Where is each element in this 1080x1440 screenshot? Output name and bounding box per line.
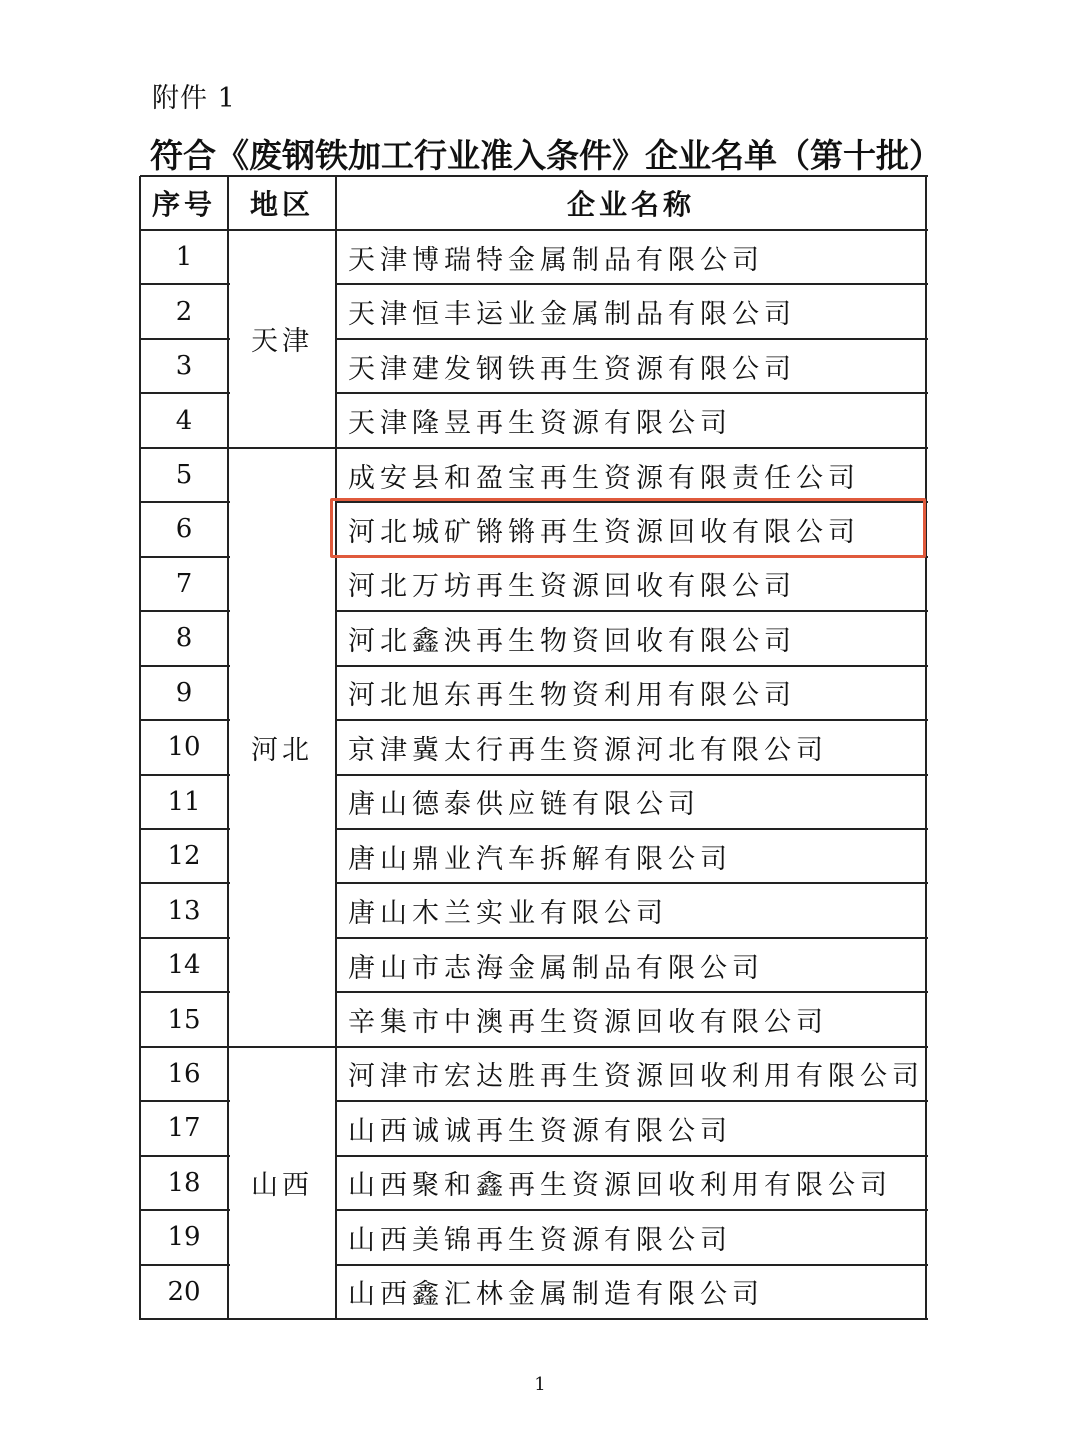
row-number: 9 [175, 677, 193, 708]
grid-line [140, 1155, 230, 1157]
company-name: 山西鑫汇林金属制造有限公司 [348, 1279, 764, 1311]
grid-line [336, 392, 928, 394]
row-number: 12 [167, 841, 201, 872]
grid-line [336, 1100, 928, 1102]
row-number: 8 [175, 623, 193, 654]
grid-line [140, 556, 230, 558]
grid-line [925, 176, 927, 1320]
company-name: 河津市宏达胜再生资源回收利用有限公司 [348, 1061, 924, 1093]
row-number: 1 [175, 242, 193, 273]
row-number: 4 [175, 405, 193, 436]
attachment-label: 附件 1 [152, 83, 236, 114]
grid-line [140, 774, 230, 776]
company-name: 河北鑫泱再生物资回收有限公司 [348, 625, 796, 657]
grid-line [336, 991, 928, 993]
header-company-name: 企业名称 [566, 188, 695, 221]
grid-line [227, 176, 229, 1320]
grid-line [140, 882, 230, 884]
company-name: 唐山木兰实业有限公司 [348, 898, 668, 930]
page-title: 符合《废钢铁加工行业准入条件》企业名单（第十批） [150, 136, 942, 175]
company-name: 天津隆昱再生资源有限公司 [348, 408, 732, 440]
grid-line [140, 610, 230, 612]
grid-line [140, 937, 230, 939]
grid-line [335, 176, 337, 1320]
grid-line [140, 283, 230, 285]
grid-line [336, 937, 928, 939]
company-name: 唐山鼎业汽车拆解有限公司 [348, 843, 732, 875]
grid-line [140, 1318, 928, 1320]
row-number: 3 [175, 351, 193, 382]
grid-line [336, 1209, 928, 1211]
company-name: 天津建发钢铁再生资源有限公司 [348, 353, 796, 385]
region-cell: 山西 [251, 1170, 313, 1202]
company-name: 辛集市中澳再生资源回收有限公司 [348, 1007, 828, 1039]
grid-line [140, 1209, 230, 1211]
highlight-box [330, 498, 926, 558]
header-serial: 序号 [151, 188, 216, 221]
row-number: 14 [167, 950, 201, 981]
page-number: 1 [534, 1374, 546, 1395]
row-number: 10 [167, 732, 201, 763]
company-name: 天津恒丰运业金属制品有限公司 [348, 299, 796, 331]
grid-line [336, 1264, 928, 1266]
grid-line [336, 774, 928, 776]
company-name: 山西美锦再生资源有限公司 [348, 1224, 732, 1256]
company-name-highlighted: 河北城矿锵锵再生资源回收有限公司 [348, 516, 860, 548]
company-name: 京津冀太行再生资源河北有限公司 [348, 734, 828, 766]
grid-line [140, 447, 928, 449]
company-name: 成安县和盈宝再生资源有限责任公司 [348, 462, 860, 494]
grid-line [140, 828, 230, 830]
grid-line [140, 1046, 928, 1048]
row-number: 15 [167, 1004, 201, 1035]
row-number: 17 [167, 1113, 201, 1144]
grid-line [140, 338, 230, 340]
company-name: 唐山德泰供应链有限公司 [348, 789, 700, 821]
row-number: 16 [167, 1058, 201, 1089]
grid-line [336, 719, 928, 721]
grid-line [336, 338, 928, 340]
row-number: 20 [167, 1276, 201, 1307]
header-region: 地区 [249, 188, 314, 221]
row-number: 6 [175, 514, 193, 545]
company-name: 河北旭东再生物资利用有限公司 [348, 680, 796, 712]
grid-line [140, 1264, 230, 1266]
grid-line [140, 392, 230, 394]
grid-line [139, 176, 141, 1320]
grid-line [140, 175, 928, 177]
grid-line [140, 719, 230, 721]
company-name: 山西聚和鑫再生资源回收利用有限公司 [348, 1170, 892, 1202]
grid-line [140, 1100, 230, 1102]
grid-line [140, 991, 230, 993]
grid-line [336, 828, 928, 830]
row-number: 13 [167, 895, 201, 926]
row-number: 11 [167, 786, 201, 817]
company-name: 河北万坊再生资源回收有限公司 [348, 571, 796, 603]
grid-line [336, 283, 928, 285]
grid-line [140, 501, 230, 503]
company-name: 天津博瑞特金属制品有限公司 [348, 244, 764, 276]
row-number: 2 [175, 296, 193, 327]
row-number: 19 [167, 1222, 201, 1253]
row-number: 5 [175, 460, 193, 491]
grid-line [140, 229, 928, 231]
grid-line [336, 882, 928, 884]
grid-line [140, 665, 230, 667]
region-cell: 河北 [251, 734, 313, 766]
grid-line [336, 665, 928, 667]
grid-line [336, 1155, 928, 1157]
grid-line [336, 610, 928, 612]
company-name: 山西诚诚再生资源有限公司 [348, 1115, 732, 1147]
row-number: 18 [167, 1167, 201, 1198]
region-cell: 天津 [251, 326, 313, 358]
row-number: 7 [175, 568, 193, 599]
company-name: 唐山市志海金属制品有限公司 [348, 952, 764, 984]
